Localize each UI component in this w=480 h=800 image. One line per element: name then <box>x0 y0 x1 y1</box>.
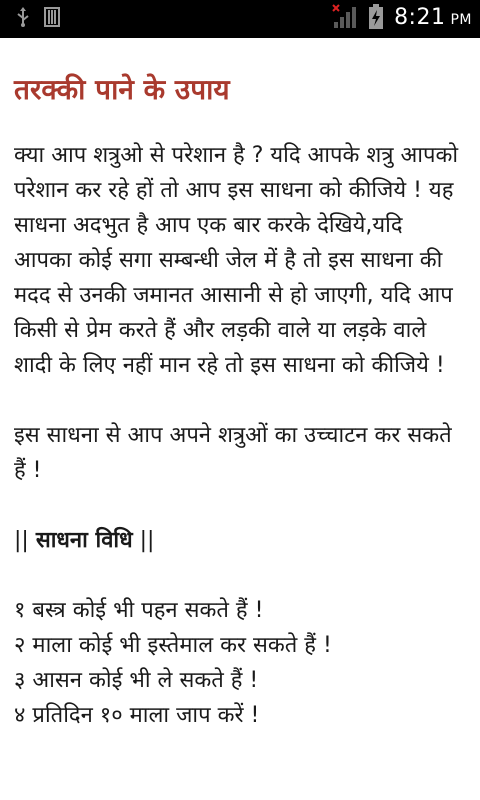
section-suffix: || <box>132 528 155 553</box>
storage-icon <box>44 7 60 27</box>
article-paragraph-2: इस साधना से आप अपने शत्रुओं का उच्चाटन कर सकते हैं ! <box>14 423 452 483</box>
clock-ampm: PM <box>450 11 472 28</box>
article-title: तरक्की पाने के उपाय <box>14 73 230 106</box>
paragraph-spacer <box>14 383 466 418</box>
step-item: १ बस्त्र कोई भी पहन सकते हैं ! <box>14 598 264 623</box>
usb-icon <box>16 7 30 27</box>
section-prefix: || <box>14 528 36 553</box>
article-body <box>14 138 466 733</box>
step-item: ३ आसन कोई भी ले सकते हैं ! <box>14 668 259 693</box>
status-clock <box>394 5 472 30</box>
paragraph-spacer <box>14 488 466 523</box>
section-heading-line <box>14 523 466 558</box>
signal-icon <box>332 4 358 30</box>
article-content[interactable] <box>0 38 480 800</box>
article-paragraph-1: क्या आप शत्रुओ से परेशान है ? यदि आपके शत्रु आपको परेशान कर रहे हों तो आप इस साधना को कीजिये ! यह साधना अदभुत है आप एक बार करके देखिये,यदि आपका कोई सगा सम्बन्धी जेल में है तो इस साधना की मदद से उनकी जमानत आसानी से हो जाएगी, यदि आप किसी से प्रेम करते हैं और लड़की वाले या लड़के वाले शादी के लिए नहीं मान रहे तो इस साधना को कीजिये ! <box>14 143 459 378</box>
step-item: २ माला कोई भी इस्तेमाल कर सकते हैं ! <box>14 633 332 658</box>
clock-time: 8:21 <box>394 4 446 30</box>
status-bar <box>0 0 480 38</box>
paragraph-spacer <box>14 558 466 593</box>
battery-icon <box>368 4 384 30</box>
section-heading: साधना विधि <box>35 528 133 553</box>
step-item: ४ प्रतिदिन १० माला जाप करें ! <box>14 703 260 728</box>
